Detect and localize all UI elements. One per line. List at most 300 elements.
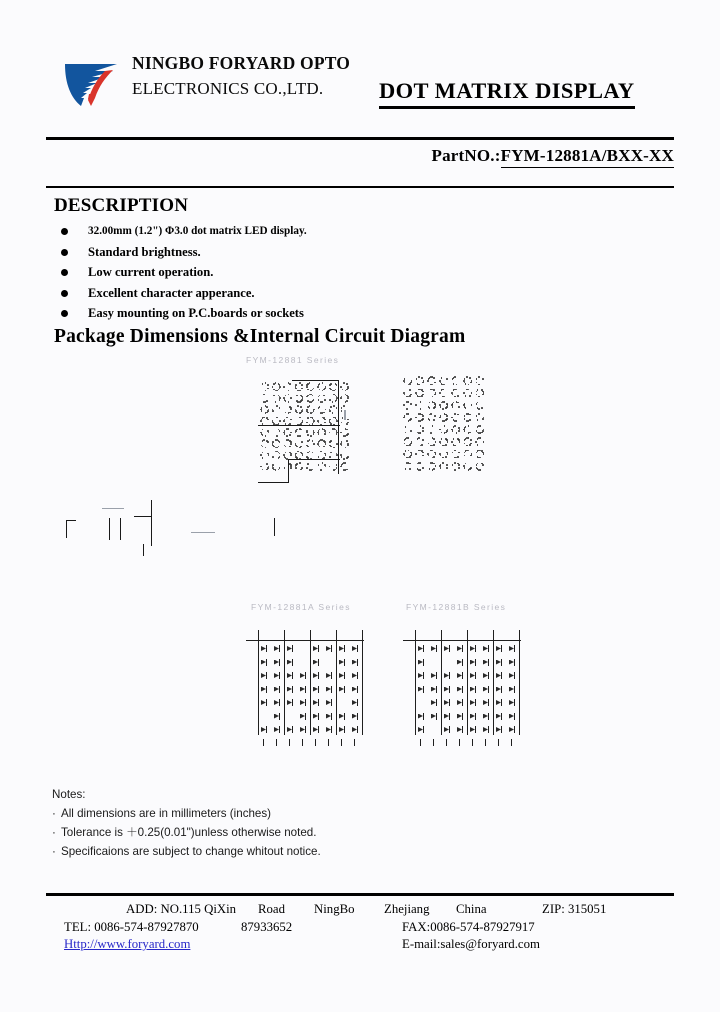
matrix-dot xyxy=(430,432,432,434)
matrix-dot xyxy=(418,437,420,439)
matrix-dot xyxy=(279,399,281,401)
circuit-column-rail xyxy=(258,630,259,735)
matrix-dot xyxy=(306,430,308,432)
led-cathode-bar xyxy=(449,686,450,693)
matrix-dot xyxy=(286,435,288,437)
company-name xyxy=(132,50,387,102)
matrix-dot xyxy=(406,396,408,398)
matrix-dot xyxy=(453,438,455,440)
circuit-pin-lead xyxy=(302,739,303,746)
led-cathode-bar xyxy=(449,672,450,679)
internal-circuit-diagram-b xyxy=(401,620,521,738)
matrix-dot xyxy=(454,462,456,464)
bullet-dot-icon xyxy=(61,290,68,297)
matrix-dot xyxy=(454,457,456,459)
matrix-dot xyxy=(346,434,348,436)
matrix-dot xyxy=(432,396,434,398)
dimension-tick xyxy=(344,410,346,420)
led-cathode-bar xyxy=(514,672,515,679)
matrix-dot xyxy=(317,443,319,445)
led-cathode-bar xyxy=(357,686,358,693)
led-cathode-bar xyxy=(331,645,332,652)
matrix-dot xyxy=(346,469,348,471)
led-cathode-bar xyxy=(318,726,319,733)
led-cathode-bar xyxy=(331,713,332,720)
matrix-dot xyxy=(278,389,280,391)
matrix-dot xyxy=(478,432,480,434)
matrix-dot xyxy=(466,445,468,447)
matrix-dot xyxy=(306,422,308,424)
matrix-dot xyxy=(458,427,460,429)
matrix-dot xyxy=(295,430,297,432)
led-cathode-bar xyxy=(488,645,489,652)
matrix-dot xyxy=(309,405,311,407)
matrix-dot xyxy=(408,413,410,415)
matrix-dot xyxy=(406,408,408,410)
footer-phone-row xyxy=(46,919,674,937)
led-cathode-bar xyxy=(501,726,502,733)
matrix-dot xyxy=(433,444,435,446)
led-cathode-bar xyxy=(292,726,293,733)
matrix-dot xyxy=(454,469,456,471)
matrix-dot xyxy=(317,432,319,434)
matrix-dot xyxy=(418,384,420,386)
matrix-dot xyxy=(265,447,267,449)
matrix-dot xyxy=(439,392,441,394)
matrix-dot xyxy=(469,432,471,434)
matrix-dot xyxy=(262,446,264,448)
matrix-dot xyxy=(404,455,406,457)
matrix-dot xyxy=(313,388,315,390)
matrix-dot xyxy=(454,420,456,422)
matrix-dot xyxy=(345,435,347,437)
led-cathode-bar xyxy=(436,672,437,679)
matrix-dot xyxy=(285,412,287,414)
matrix-dot xyxy=(418,420,420,422)
matrix-dot xyxy=(403,380,405,382)
matrix-dot xyxy=(432,384,434,386)
matrix-dot xyxy=(415,404,417,406)
matrix-dot xyxy=(307,389,309,391)
led-cathode-bar xyxy=(279,659,280,666)
matrix-dot xyxy=(306,467,308,469)
bullet-item xyxy=(58,263,478,281)
matrix-dot xyxy=(452,403,454,405)
matrix-dot xyxy=(429,402,431,404)
matrix-dot xyxy=(301,441,303,443)
matrix-dot xyxy=(310,435,312,437)
matrix-dot xyxy=(341,422,343,424)
matrix-dot xyxy=(265,435,267,437)
matrix-dot xyxy=(447,441,449,443)
note-text: All dimensions are in millimeters (inches) xyxy=(61,807,272,820)
matrix-dot xyxy=(469,377,471,379)
matrix-dot xyxy=(410,430,412,432)
matrix-dot xyxy=(409,468,411,470)
matrix-dot xyxy=(266,400,268,402)
led-cathode-bar xyxy=(488,686,489,693)
matrix-dot xyxy=(440,464,442,466)
matrix-dot xyxy=(453,402,455,404)
matrix-dot xyxy=(340,397,342,399)
matrix-dot xyxy=(342,389,344,391)
led-cathode-bar xyxy=(266,699,267,706)
matrix-dot xyxy=(267,419,269,421)
matrix-dot xyxy=(290,419,292,421)
matrix-dot xyxy=(313,399,315,401)
matrix-dot xyxy=(429,468,431,470)
email-address: E-mail:sales@foryard.com xyxy=(402,937,540,951)
matrix-dot xyxy=(263,439,265,441)
matrix-dot xyxy=(323,412,325,414)
page-header xyxy=(46,48,674,134)
matrix-dot xyxy=(275,382,277,384)
matrix-dot xyxy=(340,432,342,434)
matrix-dot xyxy=(284,419,286,421)
led-cathode-bar xyxy=(344,659,345,666)
matrix-dot xyxy=(451,441,453,443)
matrix-dot xyxy=(260,454,262,456)
matrix-dot xyxy=(295,388,297,390)
side-view-line-1 xyxy=(109,518,110,540)
website-link[interactable]: Http://www.foryard.com xyxy=(64,937,191,951)
matrix-dot xyxy=(276,435,278,437)
led-cathode-bar xyxy=(318,672,319,679)
matrix-dot xyxy=(463,380,465,382)
matrix-dot xyxy=(319,406,321,408)
circuit-column-rail xyxy=(441,630,442,735)
led-cathode-bar xyxy=(331,686,332,693)
matrix-dot xyxy=(319,395,321,397)
matrix-dot xyxy=(410,403,412,405)
led-cathode-bar xyxy=(501,686,502,693)
matrix-dot xyxy=(440,406,442,408)
led-cathode-bar xyxy=(279,672,280,679)
matrix-dot xyxy=(458,430,460,432)
led-cathode-bar xyxy=(488,699,489,706)
led-cathode-bar xyxy=(423,726,424,733)
matrix-dot xyxy=(290,407,292,409)
matrix-dot xyxy=(445,419,447,421)
matrix-dot xyxy=(447,453,449,455)
matrix-dot xyxy=(420,401,422,403)
matrix-dot xyxy=(405,426,407,428)
matrix-dot xyxy=(300,412,302,414)
matrix-dot xyxy=(442,420,444,422)
matrix-dot xyxy=(340,454,342,456)
matrix-dot xyxy=(451,417,453,419)
matrix-dot xyxy=(446,467,448,469)
fax: FAX:0086-574-87927917 xyxy=(402,919,535,934)
matrix-dot xyxy=(330,383,332,385)
matrix-dot xyxy=(446,415,448,417)
matrix-dot xyxy=(286,417,288,419)
matrix-dot xyxy=(408,437,410,439)
matrix-dot xyxy=(468,425,470,427)
matrix-dot xyxy=(433,407,435,409)
note-bullet-icon: · xyxy=(52,826,56,839)
dot-pattern-detail xyxy=(401,374,491,478)
matrix-dot xyxy=(329,419,331,421)
matrix-dot xyxy=(345,462,347,464)
matrix-dot xyxy=(300,446,302,448)
page-footer xyxy=(46,901,674,954)
matrix-dot xyxy=(442,396,444,398)
led-cathode-bar xyxy=(305,713,306,720)
matrix-dot xyxy=(409,456,411,458)
matrix-dot xyxy=(267,441,269,443)
matrix-dot xyxy=(276,447,278,449)
matrix-dot xyxy=(452,464,454,466)
led-cathode-bar xyxy=(305,672,306,679)
matrix-dot xyxy=(441,438,443,440)
matrix-dot xyxy=(422,415,424,417)
led-cathode-bar xyxy=(475,686,476,693)
led-cathode-bar xyxy=(344,686,345,693)
matrix-dot xyxy=(457,414,459,416)
matrix-dot xyxy=(330,440,332,442)
matrix-dot xyxy=(262,383,264,385)
matrix-dot xyxy=(325,443,327,445)
matrix-dot xyxy=(333,469,335,471)
matrix-dot xyxy=(329,456,331,458)
part-number-block xyxy=(432,146,675,166)
matrix-dot xyxy=(459,441,461,443)
side-view-edge-right xyxy=(151,500,152,546)
matrix-dot xyxy=(404,394,406,396)
matrix-dot xyxy=(329,432,331,434)
matrix-dot xyxy=(324,399,326,401)
led-cathode-bar xyxy=(331,726,332,733)
note-text: Specificaions are subject to change whitout notice. xyxy=(61,845,321,858)
matrix-dot xyxy=(475,441,477,443)
matrix-dot xyxy=(442,445,444,447)
matrix-dot xyxy=(346,457,348,459)
matrix-dot xyxy=(405,432,407,434)
address-city: NingBo xyxy=(314,902,355,916)
matrix-dot xyxy=(440,467,442,469)
matrix-dot xyxy=(420,432,422,434)
matrix-dot xyxy=(260,420,262,422)
matrix-dot xyxy=(481,432,483,434)
matrix-dot xyxy=(283,432,285,434)
matrix-dot xyxy=(307,417,309,419)
side-view-far-right xyxy=(274,518,275,536)
matrix-dot xyxy=(404,415,406,417)
matrix-dot xyxy=(439,417,441,419)
matrix-dot xyxy=(466,376,468,378)
matrix-dot xyxy=(346,383,348,385)
led-cathode-bar xyxy=(462,645,463,652)
matrix-dot xyxy=(465,383,467,385)
side-view-edge-left xyxy=(66,520,67,538)
matrix-dot xyxy=(420,469,422,471)
matrix-dot xyxy=(466,420,468,422)
notes-title: Notes: xyxy=(52,788,86,801)
matrix-dot xyxy=(346,423,348,425)
circuit-top-rail xyxy=(246,640,364,641)
matrix-dot xyxy=(435,453,437,455)
circuit-b-label: FYM-12881B Series xyxy=(406,602,507,612)
circuit-pin-lead xyxy=(315,739,316,746)
matrix-dot xyxy=(312,389,314,391)
matrix-dot xyxy=(296,400,298,402)
matrix-dot xyxy=(471,392,473,394)
led-cathode-bar xyxy=(344,645,345,652)
matrix-dot xyxy=(478,396,480,398)
led-cathode-bar xyxy=(266,726,267,733)
matrix-dot xyxy=(322,462,324,464)
led-cathode-bar xyxy=(318,713,319,720)
matrix-dot xyxy=(477,463,479,465)
matrix-dot xyxy=(319,446,321,448)
matrix-dot xyxy=(333,405,335,407)
matrix-dot xyxy=(476,403,478,405)
matrix-dot xyxy=(318,399,320,401)
matrix-dot xyxy=(458,452,460,454)
led-cathode-bar xyxy=(514,699,515,706)
circuit-column-rail xyxy=(467,630,468,735)
matrix-dot xyxy=(469,444,471,446)
matrix-dot xyxy=(330,406,332,408)
matrix-dot xyxy=(284,399,286,401)
matrix-dot xyxy=(278,469,280,471)
led-cathode-bar xyxy=(501,645,502,652)
matrix-dot xyxy=(433,438,435,440)
matrix-dot xyxy=(482,378,484,380)
matrix-dot xyxy=(451,392,453,394)
bullet-text: Excellent character apperance. xyxy=(88,285,255,300)
bullet-item xyxy=(58,243,478,261)
led-cathode-bar xyxy=(449,713,450,720)
company-name-line2: ELECTRONICS CO.,LTD. xyxy=(132,79,324,98)
matrix-dot xyxy=(266,463,268,465)
matrix-dot xyxy=(325,454,327,456)
matrix-dot xyxy=(404,382,406,384)
matrix-dot xyxy=(284,433,286,435)
circuit-pin-lead xyxy=(289,739,290,746)
matrix-dot xyxy=(439,380,441,382)
matrix-dot xyxy=(347,445,349,447)
matrix-dot xyxy=(444,425,446,427)
matrix-dot xyxy=(345,469,347,471)
matrix-dot xyxy=(318,396,320,398)
matrix-dot xyxy=(306,456,308,458)
matrix-dot xyxy=(421,444,423,446)
led-cathode-bar xyxy=(449,645,450,652)
led-cathode-bar xyxy=(514,659,515,666)
matrix-dot xyxy=(457,402,459,404)
matrix-dot xyxy=(454,413,456,415)
matrix-dot xyxy=(341,441,343,443)
matrix-dot xyxy=(478,469,480,471)
matrix-dot xyxy=(456,432,458,434)
led-cathode-bar xyxy=(305,699,306,706)
matrix-dot xyxy=(420,408,422,410)
matrix-dot xyxy=(476,378,478,380)
matrix-dot xyxy=(480,425,482,427)
matrix-dot xyxy=(406,457,408,459)
note-bullet-icon: · xyxy=(52,807,56,820)
matrix-dot xyxy=(445,444,447,446)
matrix-dot xyxy=(343,435,345,437)
side-view-top-left xyxy=(66,520,76,521)
circuit-column-rail xyxy=(415,630,416,735)
matrix-dot xyxy=(433,419,435,421)
matrix-dot xyxy=(482,418,484,420)
matrix-dot xyxy=(329,466,331,468)
matrix-dot xyxy=(409,389,411,391)
dimension-leader-vertical xyxy=(288,459,289,482)
description-heading: DESCRIPTION xyxy=(54,195,189,216)
matrix-dot xyxy=(279,441,281,443)
matrix-dot xyxy=(310,401,312,403)
led-cathode-bar xyxy=(292,659,293,666)
matrix-dot xyxy=(418,469,420,471)
matrix-dot xyxy=(403,404,405,406)
matrix-dot xyxy=(435,465,437,467)
matrix-dot xyxy=(432,425,434,427)
led-cathode-bar xyxy=(292,645,293,652)
matrix-dot xyxy=(276,405,278,407)
matrix-dot xyxy=(478,384,480,386)
description-bullet-list xyxy=(58,222,478,325)
circuit-pin-lead xyxy=(433,739,434,746)
document-title: DOT MATRIX DISPLAY xyxy=(379,78,635,109)
circuit-pin-lead xyxy=(459,739,460,746)
matrix-dot xyxy=(272,386,274,388)
matrix-dot xyxy=(416,378,418,380)
matrix-dot xyxy=(336,433,338,435)
matrix-dot xyxy=(343,405,345,407)
matrix-dot xyxy=(440,455,442,457)
matrix-dot xyxy=(261,410,263,412)
matrix-dot xyxy=(345,447,347,449)
matrix-dot xyxy=(480,469,482,471)
matrix-dot xyxy=(456,389,458,391)
led-cathode-bar xyxy=(318,645,319,652)
matrix-dot xyxy=(306,432,308,434)
matrix-dot xyxy=(283,454,285,456)
matrix-dot xyxy=(345,401,347,403)
matrix-dot xyxy=(265,390,267,392)
matrix-dot xyxy=(430,413,432,415)
matrix-dot xyxy=(318,433,320,435)
led-cathode-bar xyxy=(475,672,476,679)
matrix-dot xyxy=(346,429,348,431)
matrix-dot xyxy=(454,450,456,452)
matrix-dot xyxy=(347,419,349,421)
matrix-dot xyxy=(405,468,407,470)
bullet-item xyxy=(58,304,478,322)
matrix-dot xyxy=(456,384,458,386)
matrix-dot xyxy=(290,467,292,469)
note-item xyxy=(52,823,472,842)
matrix-dot xyxy=(422,452,424,454)
matrix-dot xyxy=(477,402,479,404)
matrix-dot xyxy=(295,384,297,386)
address-zip: ZIP: 315051 xyxy=(542,902,607,916)
matrix-dot xyxy=(346,389,348,391)
matrix-dot xyxy=(312,469,314,471)
matrix-dot xyxy=(422,467,424,469)
notes-section xyxy=(52,788,472,861)
led-cathode-bar xyxy=(462,672,463,679)
matrix-dot xyxy=(284,430,286,432)
matrix-dot xyxy=(476,415,478,417)
matrix-dot xyxy=(296,395,298,397)
matrix-dot xyxy=(267,430,269,432)
